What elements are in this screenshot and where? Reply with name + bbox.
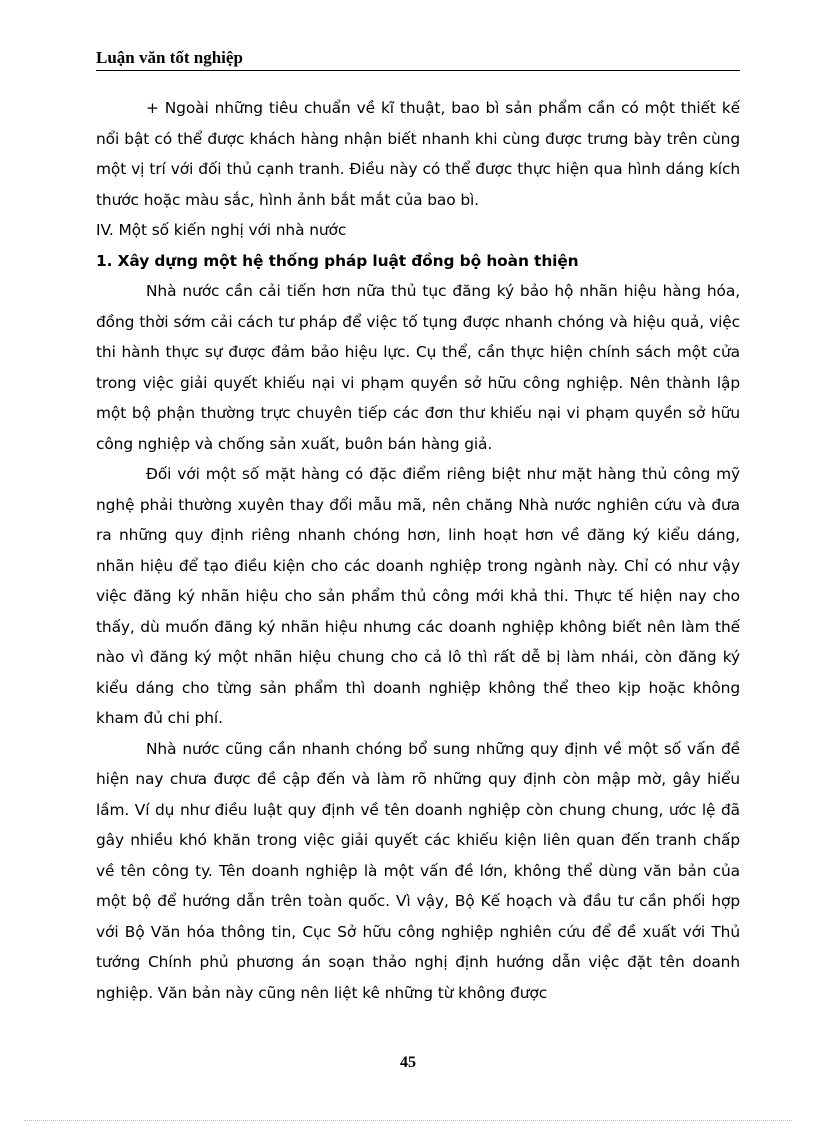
paragraph-packaging: + Ngoài những tiêu chuẩn về kĩ thuật, bao bì sản phẩm cần có một thiết kế nổi bật có thể được khách hàng nhận biết nhanh khi cùng được trưng bày trên cùng một vị trí với đối thủ cạnh tranh. Điều này có thể được thực hiện qua hình dáng kích thước hoặc màu sắc, hình ảnh bắt mắt của bao bì. [96, 99, 740, 209]
document-body [96, 93, 740, 1008]
document-title: Luận văn tốt nghiệp [96, 48, 243, 67]
paragraph-regulations: Nhà nước cũng cần nhanh chóng bổ sung những quy định về một số vấn đề hiện nay chưa được đề cập đến và làm rõ những quy định còn mập mờ, gây hiểu lầm. Ví dụ như điều luật quy định về tên doanh nghiệp còn chung chung, ước lệ đã gây nhiều khó khăn trong việc giải quyết các khiếu kiện liên quan đến tranh chấp về tên công ty. Tên doanh nghiệp là một vấn đề lớn, không thể dùng văn bản của một bộ để hướng dẫn trên toàn quốc. Vì vậy, Bộ Kế hoạch và đầu tư cần phối hợp với Bộ Văn hóa thông tin, Cục Sở hữu công nghiệp nghiên cứu để đề xuất với Thủ tướng Chính phủ phương án soạn thảo nghị định hướng dẫn việc đặt tên doanh nghiệp. Văn bản này cũng nên liệt kê những từ không được [96, 739, 740, 1002]
paragraph-procedure: Nhà nước cần cải tiến hơn nữa thủ tục đăng ký bảo hộ nhãn hiệu hàng hóa, đồng thời sớm cải cách tư pháp để việc tố tụng được nhanh chóng và hiệu quả, việc thi hành thực sự được đảm bảo hiệu lực. Cụ thể, cần thực hiện chính sách một cửa trong việc giải quyết khiếu nại vi phạm quyền sở hữu công nghiệp. Nên thành lập một bộ phận thường trực chuyên tiếp các đơn thư khiếu nại vi phạm quyền sở hữu công nghiệp và chống sản xuất, buôn bán hàng giả. [96, 282, 740, 453]
page-number: 45 [400, 1054, 416, 1071]
subsection-heading: 1. Xây dựng một hệ thống pháp luật đồng bộ hoàn thiện [96, 251, 579, 270]
paragraph-handicraft: Đối với một số mặt hàng có đặc điểm riêng biệt như mặt hàng thủ công mỹ nghệ phải thường xuyên thay đổi mẫu mã, nên chăng Nhà nước nghiên cứu và đưa ra những quy định riêng nhanh chóng hơn, linh hoạt hơn về đăng ký kiểu dáng, nhãn hiệu để tạo điều kiện cho các doanh nghiệp trong ngành này. Chỉ có như vậy việc đăng ký nhãn hiệu cho sản phẩm thủ công mới khả thi. Thực tế hiện nay cho thấy, dù muốn đăng ký nhãn hiệu nhưng các doanh nghiệp không biết nên làm thế nào vì đăng ký một nhãn hiệu chung cho cả lô thì rất dễ bị làm nhái, còn đăng ký kiểu dáng cho từng sản phẩm thì doanh nghiệp không thể theo kịp hoặc không kham đủ chi phí. [96, 465, 740, 727]
page-bottom-divider [24, 1120, 792, 1121]
section-heading: IV. Một số kiến nghị với nhà nước [96, 221, 347, 239]
page-header [96, 48, 740, 71]
